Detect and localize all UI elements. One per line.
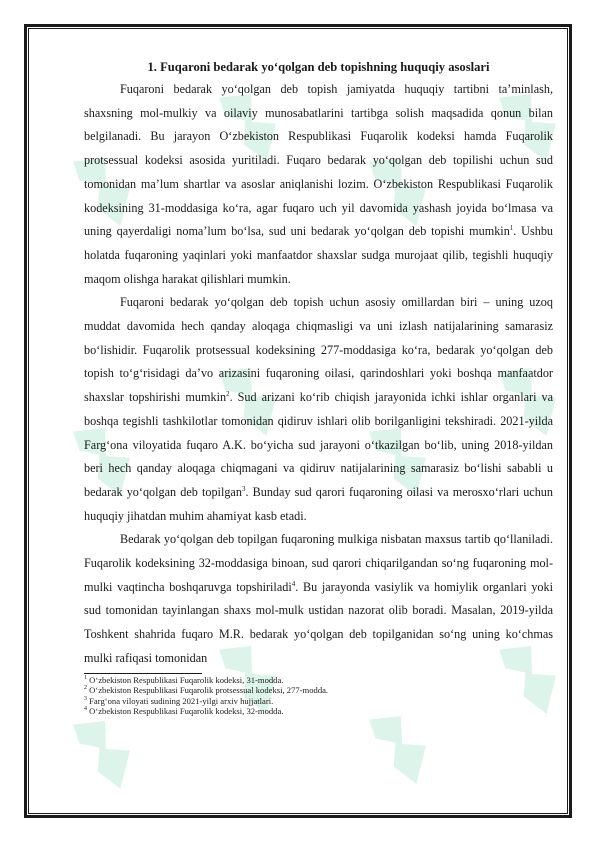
section-title: 1. Fuqaroni bedarak yo‘qolgan deb topishning huquqiy asoslari xyxy=(147,60,490,74)
footnote-text: O‘zbekiston Respublikasi Fuqarolik kodeksi, 32-modda. xyxy=(87,706,284,717)
footnote-number: 1 xyxy=(84,674,87,681)
footnotes xyxy=(84,675,553,717)
footnote-number: 3 xyxy=(84,695,87,702)
document-body xyxy=(84,56,553,717)
footnote-ref[interactable]: 3 xyxy=(241,484,246,493)
footnote-text: O‘zbekiston Respublikasi Fuqarolik protsessual kodeksi, 277-modda. xyxy=(87,685,329,696)
footnote-ref[interactable]: 4 xyxy=(291,579,296,588)
paragraph-text: . Ushbu holatda fuqaroning yaqinlari yoki manfaatdor shaxslar sudga murojaat qilib, tegishli huquqiy maqom olishga harakat qilishlari mumkin. xyxy=(84,224,554,286)
footnote-ref[interactable]: 2 xyxy=(226,390,230,399)
paragraph xyxy=(84,78,553,291)
footnote xyxy=(84,685,553,696)
footnote-text: Farg‘ona viloyati sudining 2021-yilgi arxiv hujjatlari. xyxy=(87,695,274,706)
footnote-number: 2 xyxy=(84,685,87,692)
footnote-text: O‘zbekiston Respublikasi Fuqarolik kodeksi, 31-modda. xyxy=(87,674,284,685)
paragraph-text: Bedarak yo‘qolgan deb topilgan fuqaroning mulkiga nisbatan maxsus tartib qo‘llaniladi. Fuqarolik kodeksining 32-moddasiga binoan, sud qarori chiqarilgandan so‘ng fuqaroning mol-mulki vaqtincha boshqaruvga topshiriladi xyxy=(84,532,553,594)
paragraph-text: . Bu jarayonda vasiylik va homiylik organlari yoki sud tomonidan tayinlangan shaxs mol-mulk ustidan nazorat olib boradi. Masalan, 2019-yilda Toshkent shahrida fuqaro M.R. bedarak yo‘qolgan deb topilganidan so‘ng uning ko‘chmas mulki rafiqasi tomonidan xyxy=(84,579,553,665)
paragraph-text: . Bunday sud qarori fuqaroning oilasi va merosxo‘rlari uchun huquqiy jihatdan muhim ahamiyat kasb etadi. xyxy=(84,484,553,523)
footnote xyxy=(84,675,553,686)
footnote-ref[interactable]: 1 xyxy=(509,224,514,233)
paragraph-text: Fuqaroni bedarak yo‘qolgan deb topish uchun asosiy omillardan biri – uning uzoq muddat davomida hech qanday aloqaga chiqmasligi va uni izlash natijalarining samarasiz bo‘lishidir. Fuqarolik protsessual kodeksining 277-moddasiga ko‘ra, bedarak yo‘qolgan deb topish to‘g‘risidagi da’vo arizasini fuqaroning oilasi, qarindoshlari yoki boshqa manfaatdor shaxslar topshirishi mumkin xyxy=(84,295,553,405)
paragraph xyxy=(84,528,553,670)
footnote xyxy=(84,696,553,707)
footnote xyxy=(84,706,553,717)
paragraph-text: Fuqaroni bedarak yo‘qolgan deb topish jamiyatda huquqiy tartibni ta’minlash, shaxsning mol-mulkiy va oilaviy munosabatlarini tartibga solish maqsadida qonun bilan belgilanadi. Bu jarayon O‘zbekiston Respublikasi Fuqarolik kodeksi hamda Fuqarolik protsessual kodeksi asosida yuritiladi. Fuqaro bedarak yo‘qolgan deb topilishi uchun sud tomonidan ma’lum shartlar va asoslar aniqlanishi lozim. O‘zbekiston Respublikasi Fuqarolik kodeksining 31-moddasiga ko‘ra, agar fuqaro uch yil davomida yashash joyida bo‘lmasa va uning qayerdaligi noma’lum bo‘lsa, sud uni bedarak yo‘qolgan deb topishi mumkin xyxy=(84,82,553,239)
footnote-number: 4 xyxy=(84,706,87,713)
paragraph-text: . Sud arizani ko‘rib chiqish jarayonida ichki ishlar organlari va boshqa tegishli tashkilotlar tomonidan qidiruv ishlari olib borilganligini tekshiradi. 2021-yilda Farg‘ona viloyatida fuqaro A.K. bo‘yicha sud jarayoni o‘tkazilgan bo‘lib, uning 2018-yildan beri hech qanday aloqaga chiqmagani va qidiruv natijalarining samarasiz bo‘lishi sababli u bedarak yo‘qolgan deb topilgan xyxy=(84,390,553,499)
paragraph xyxy=(84,291,553,528)
footnote-separator xyxy=(84,673,202,674)
